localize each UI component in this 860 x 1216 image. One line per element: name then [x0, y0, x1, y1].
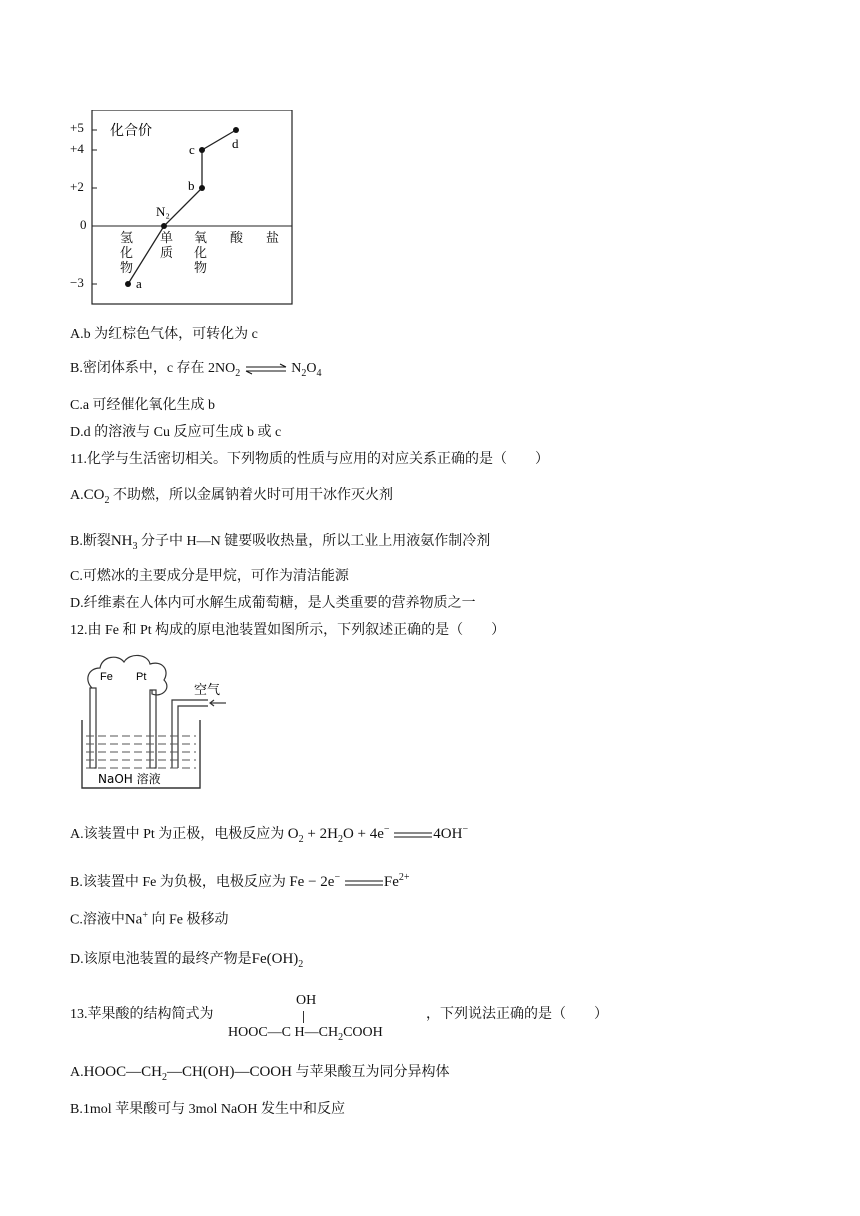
q13-a-prefix: A.	[70, 1065, 84, 1080]
q12-b-equation: Fe − 2e− $Fe^{2+}$	[289, 872, 410, 890]
point-a	[125, 281, 131, 287]
ytick-plus2: +2	[70, 179, 84, 194]
q11-b-text: 分子中 H—N 键要吸收热量，所以工业上用液氨作制冷剂	[141, 534, 491, 549]
label-b: b	[188, 178, 195, 193]
air-tube	[172, 700, 208, 768]
pt-electrode	[150, 690, 156, 768]
q13-stem-prefix: 13.苹果酸的结构简式为	[70, 1007, 214, 1022]
point-b	[199, 185, 205, 191]
label-d: d	[232, 136, 239, 151]
struct-main: HOOC—C $H—CH_2COOH$	[228, 1025, 383, 1043]
q11-stem: 11.化学与生活密切相关。下列物质的性质与应用的对应关系正确的是（ ）	[70, 452, 549, 467]
fe-label: Fe	[100, 671, 113, 683]
equilibrium-arrow-icon	[244, 363, 288, 375]
q12-option-c: C.溶液中Na+ 向 Fe 极移动	[70, 910, 229, 928]
equals-double-icon	[393, 831, 433, 839]
q10-option-b-product: N	[291, 361, 302, 376]
label-a: a	[136, 276, 142, 291]
y-axis-title: 化合价	[110, 123, 152, 139]
solution-lines	[86, 736, 196, 768]
q12-option-d: D.该原电池装置的最终产物是$Fe(OH)_2$	[70, 951, 304, 970]
q13-a-formula-b: —CH(OH)—COOH	[166, 1064, 292, 1080]
battery-svg	[78, 650, 238, 792]
q12-a-eq-right: 4OH	[433, 826, 463, 842]
struct-oh: OH	[296, 993, 317, 1008]
xcat-element: 单质	[160, 230, 174, 260]
label-n2: N₂	[156, 204, 170, 219]
point-c	[199, 147, 205, 153]
air-label: 空气	[194, 683, 221, 698]
q13-a-text: 与苹果酸互为同分异构体	[295, 1065, 450, 1080]
valence-diagram	[70, 110, 294, 306]
q12-c-ion: Na	[124, 911, 143, 928]
q12-b-eq-right: Fe	[383, 874, 399, 890]
q12-b-eq-left: Fe − 2e	[289, 874, 335, 890]
struct-bond-line	[303, 1011, 304, 1023]
q11-option-c: C.可燃冰的主要成分是甲烷，可作为清洁能源	[70, 569, 349, 584]
q12-option-b	[70, 869, 410, 892]
ytick-zero: 0	[80, 217, 87, 232]
point-d	[233, 127, 239, 133]
struct-main-a: HOOC—C H—CH	[228, 1025, 339, 1040]
q12-stem: 12.由 Fe 和 Pt 构成的原电池装置如图所示，下列叙述正确的是（ ）	[70, 623, 506, 638]
xcat-hydride: 氢化物	[120, 230, 134, 275]
battery-diagram	[78, 650, 238, 792]
q11-b-prefix: B.断裂	[70, 534, 111, 549]
q10-option-c: C.a 可经催化氧化生成 b	[70, 398, 216, 413]
q10-option-b-text: B.密闭体系中，c 存在 2NO	[70, 361, 236, 376]
q11-a-text: 不助燃，所以金属钠着火时可用干冰作灭火剂	[112, 488, 393, 503]
equals-double-icon	[344, 879, 384, 887]
q13-a-formula: $HOOC—CH_2—CH(OH)—COOH$	[83, 1064, 292, 1083]
q11-option-a: $A.CO_2$ 不助燃，所以金属钠着火时可用干冰作灭火剂	[70, 487, 393, 506]
ytick-plus5: +5	[70, 120, 84, 135]
q10-option-b: B.密闭体系中，c 存在 $2NO_2$ $N_2O_4$	[70, 361, 322, 379]
q12-option-a	[70, 821, 468, 849]
q11-a-formula: CO	[83, 487, 105, 503]
q12-a-equation: $O_2 + 2H_2O + 4e^-$ 4OH−	[287, 824, 469, 845]
q13-option-a	[70, 1063, 449, 1087]
q12-c-prefix: C.溶液中	[70, 912, 125, 928]
q12-a-prefix: A.该装置中 Pt 为正极，电极反应为	[70, 827, 285, 842]
ytick-plus4: +4	[70, 141, 84, 156]
valence-path	[128, 130, 236, 284]
q13-stem-suffix: ，下列说法正确的是（ ）	[426, 1007, 608, 1022]
q10-option-d: D.d 的溶液与 Cu 反应可生成 b 或 c	[70, 425, 282, 440]
q12-b-prefix: B.该装置中 Fe 为负极，电极反应为	[70, 875, 286, 890]
valence-diagram-svg	[84, 110, 294, 306]
q13-option-b: B.1mol 苹果酸可与 3mol NaOH 发生中和反应	[70, 1102, 345, 1117]
xcat-oxide: 氧化物	[194, 230, 208, 275]
solution-label: NaOH 溶液	[98, 772, 161, 786]
ytick-minus3: −3	[70, 275, 84, 290]
q11-option-d: D.纤维素在人体内可水解生成葡萄糖，是人类重要的营养物质之一	[70, 596, 476, 611]
pt-label: Pt	[136, 671, 147, 683]
label-c: c	[189, 142, 195, 157]
q12-d-formula: Fe(OH)	[251, 951, 299, 967]
xcat-salt: 盐	[266, 230, 280, 245]
q12-c-text: 向 Fe 极移动	[151, 912, 229, 928]
fe-electrode	[90, 688, 96, 768]
q12-d-prefix: D.该原电池装置的最终产物是	[70, 952, 252, 967]
struct-main-b: COOH	[343, 1025, 383, 1040]
point-n2	[161, 223, 167, 229]
q11-option-b: B.断裂$NH_3$ 分子中 H—N 键要吸收热量，所以工业上用液氨作制冷剂	[70, 533, 491, 552]
q12-a-eq-left: O	[287, 826, 299, 842]
malic-acid-structure	[228, 993, 428, 1045]
xcat-acid: 酸	[230, 230, 244, 245]
q11-a-prefix: A.	[70, 488, 84, 503]
q10-option-a: A.b 为红棕色气体，可转化为 c	[70, 327, 258, 342]
q13-a-formula-a: HOOC—CH	[83, 1064, 162, 1080]
q11-b-formula: NH	[110, 533, 133, 549]
